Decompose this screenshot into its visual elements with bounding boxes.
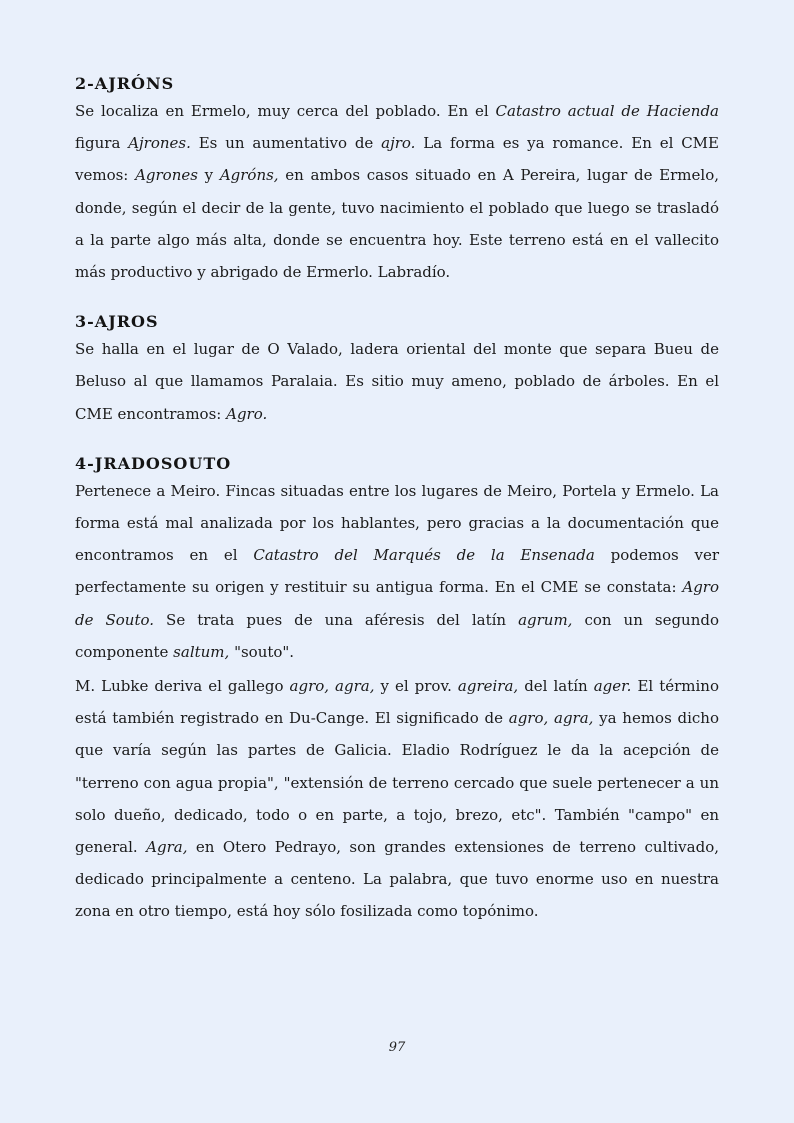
text-run: El término está también registrado en Du-Cange. El significado de (75, 677, 719, 728)
italic-term: saltum, (173, 642, 230, 661)
text-run: figura (75, 134, 129, 153)
text-run: Se localiza en Ermelo, muy cerca del poblado. En el (75, 102, 496, 120)
italic-term: agro, agra, (289, 677, 375, 696)
text-run: y el prov. (374, 677, 458, 696)
paragraph (75, 333, 719, 430)
section-heading: 3-AJROS (75, 312, 159, 332)
section-ajros (75, 312, 719, 430)
text-run: en ambos casos situado en A Pereira, lugar de Ermelo, donde, según el decir de la gente, tuvo nacimiento el poblado que luego se trasladó a la parte algo más alta, donde se encuentra hoy. Este terreno está en el vallecito más productivo y abrigado de Ermerlo. Labradío. (75, 166, 719, 282)
text-run: del latín (518, 677, 594, 696)
document-page (75, 74, 719, 952)
paragraph (75, 95, 719, 288)
italic-term: agrum, (518, 610, 573, 629)
italic-term: agro, agra, (508, 709, 594, 728)
text-run: Se halla en el lugar de O Valado, ladera oriental del monte que separa Bueu de Beluso al que llamamos Paralaia. Es sitio muy ameno, poblado de árboles. En el CME encontramos: (75, 340, 719, 423)
text-run: Pertenece a Meiro. Fincas situadas entre los lugares de Meiro, Portela y Ermelo. La forma está mal analizada por los hablantes, pero gracias a la documentación que encontramos en el (75, 481, 719, 565)
text-run: en Otero Pedrayo, son grandes extensiones de terreno cultivado, dedicado principalmente a centeno. La palabra, que tuvo enorme uso en nuestra zona en otro tiempo, está hoy sólo fosilizada como topónimo. (75, 838, 719, 921)
italic-term: Agróns, (219, 166, 279, 185)
paragraph (75, 475, 719, 668)
paragraph (75, 670, 719, 928)
text-run: La forma es ya romance. En el CME vemos: (75, 134, 719, 185)
text-run: "souto". (229, 642, 295, 661)
italic-term: Agrones (135, 166, 198, 185)
italic-term: Agra, (146, 838, 188, 857)
italic-term: agreira, (457, 677, 519, 696)
section-heading: 2-AJRÓNS (75, 74, 175, 93)
text-run: M. Lubke deriva el gallego (75, 677, 290, 696)
italic-term: ager. (593, 677, 632, 696)
section-jradosouto (75, 454, 719, 928)
italic-term: Catastro del Marqués de la Ensenada (253, 546, 595, 565)
text-run: Se trata pues de una aféresis del latín (154, 610, 519, 629)
text-run: podemos ver perfectamente su origen y restituir su antigua forma. En el CME se constata: (75, 546, 719, 597)
text-run: ya hemos dicho que varía según las partes de Galicia. Eladio Rodríguez le da la acepción de "terreno con agua propia", "extensión de terreno cercado que suele pertenecer a un solo dueño, dedicado, todo o en parte, a tojo, brezo, etc". También "campo" en general. (75, 709, 720, 857)
italic-term: Agro de Souto. (75, 578, 719, 629)
section-ajrons (75, 74, 719, 288)
text-run: Es un aumentativo de (190, 134, 382, 153)
text-run: con un segundo componente (75, 610, 720, 661)
italic-term: Ajrones. (128, 134, 191, 153)
italic-term: Catastro actual de Hacienda (495, 102, 719, 120)
text-run: y (197, 166, 220, 185)
section-heading: 4-JRADOSOUTO (75, 453, 232, 473)
italic-term: ajro. (381, 134, 416, 153)
italic-term: Agro. (226, 404, 268, 423)
page-number: 97 (388, 1040, 406, 1055)
